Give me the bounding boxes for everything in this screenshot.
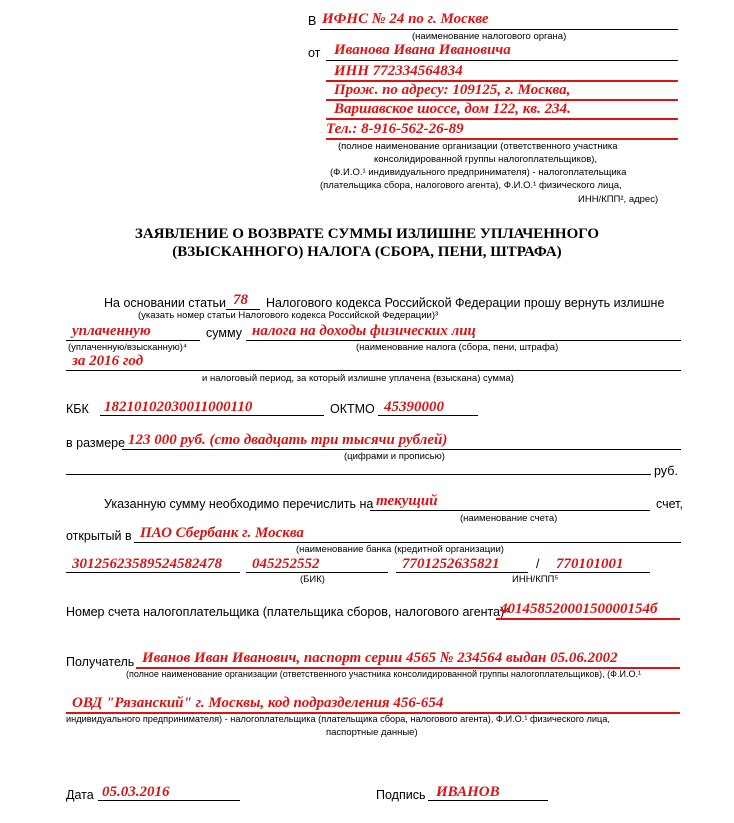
taxpayer-account-line: [496, 618, 680, 620]
sign-label: Подпись: [376, 788, 426, 802]
address-line2-value[interactable]: Варшавское шоссе, дом 122, кв. 234.: [334, 101, 571, 117]
period-line: [66, 370, 681, 371]
tax-name-caption: (наименование налога (сбора, пени, штрафа): [356, 342, 559, 353]
recipient-caption-1: (полное наименование организации (ответственного участника консолидированной группы налогоплательщиков), (Ф.И.О.¹: [126, 669, 641, 679]
kbk-value[interactable]: 18210102030011000110: [104, 399, 253, 415]
oktmo-label: ОКТМО: [330, 402, 375, 416]
tax-name-line: [246, 340, 681, 341]
bik-caption: (БИК): [300, 574, 325, 585]
to-prefix: В: [308, 14, 317, 28]
account-caption: (наименование счета): [460, 513, 558, 524]
date-label: Дата: [66, 788, 94, 802]
bik-value[interactable]: 045252552: [252, 556, 320, 572]
opened-in-label: открытый в: [66, 529, 132, 543]
inn-bank-value[interactable]: 7701252635821: [402, 556, 500, 572]
document-title-line1: ЗАЯВЛЕНИЕ О ВОЗВРАТЕ СУММЫ ИЗЛИШНЕ УПЛАЧЕННОГО: [134, 226, 600, 242]
phone-line: [326, 138, 678, 140]
sum-word: сумму: [206, 326, 242, 340]
document-title-line2: (ВЗЫСКАННОГО) НАЛОГА (СБОРА, ПЕНИ, ШТРАФА): [172, 244, 562, 260]
header-caption-2: консолидированной группы налогоплательщиков),: [374, 154, 598, 165]
amount-value[interactable]: 123 000 руб. (сто двадцать три тысячи рублей): [128, 432, 448, 448]
paid-type-value[interactable]: уплаченную: [72, 323, 151, 339]
taxpayer-account-value[interactable]: 40145852000150000154б: [500, 601, 658, 617]
tax-name-value[interactable]: налога на доходы физических лиц: [252, 323, 476, 339]
account-type-line: [370, 510, 650, 511]
inn-value[interactable]: ИНН 772334564834: [334, 63, 463, 79]
article-caption: (указать номер статьи Налогового кодекса Российской Федерации)³: [138, 310, 439, 321]
corr-account-line: [66, 572, 240, 573]
amount-label: в размере: [66, 436, 126, 450]
recipient-caption-2: индивидуального предпринимателя) - налогоплательщика (плательщика сбора, налогового агента), Ф.И.О.¹ физического лица,: [66, 714, 610, 724]
header-caption-1: (полное наименование организации (ответственного участника: [338, 141, 618, 152]
inn-bank-line: [396, 572, 528, 573]
recipient-caption-3: паспортные данные): [326, 727, 418, 738]
amount-caption: (цифрами и прописью): [344, 451, 445, 462]
address-line2-underline: [326, 118, 678, 120]
applicant-name-line: [326, 60, 678, 61]
date-line: [98, 800, 240, 801]
tax-office-value[interactable]: ИФНС № 24 по г. Москве: [322, 11, 489, 27]
tax-office-caption: (наименование налогового органа): [412, 31, 567, 42]
account-type-value[interactable]: текущий: [376, 493, 438, 509]
rub-label: руб.: [654, 464, 678, 478]
period-caption: и налоговый период, за который излишне уплачена (взыскана) сумма): [202, 373, 514, 384]
tax-office-line: [320, 29, 678, 30]
bank-caption: (наименование банка (кредитной организации): [296, 544, 504, 555]
paid-type-caption: (уплаченную/взысканную)⁴: [68, 342, 188, 353]
kpp-line: [550, 572, 650, 573]
issuer-value[interactable]: ОВД "Рязанский" г. Москвы, код подразделения 456-654: [72, 695, 444, 711]
amount-words-line: [66, 474, 651, 475]
address-line1-value[interactable]: Прож. по адресу: 109125, г. Москва,: [334, 82, 571, 98]
applicant-name-value[interactable]: Иванова Ивана Ивановича: [334, 42, 511, 58]
paid-type-line: [66, 340, 200, 341]
signature-line: [428, 800, 548, 801]
date-value[interactable]: 05.03.2016: [102, 784, 170, 800]
amount-line: [122, 449, 681, 450]
kpp-value[interactable]: 770101001: [556, 556, 624, 572]
bank-line: [134, 542, 681, 543]
kbk-label: КБК: [66, 402, 89, 416]
basis-suffix: Налогового кодекса Российской Федерации прошу вернуть излишне: [266, 296, 665, 310]
from-prefix: от: [308, 46, 321, 60]
header-caption-3: (Ф.И.О.¹ индивидуального предпринимателя) - налогоплательщика: [330, 167, 627, 178]
oktmo-line: [378, 415, 478, 416]
header-caption-5: ИНН/КПП², адрес): [578, 194, 659, 205]
inn-kpp-caption: ИНН/КПП⁵: [512, 574, 559, 585]
kbk-line: [100, 415, 324, 416]
phone-value[interactable]: Тел.: 8-916-562-26-89: [326, 121, 464, 137]
bik-line: [246, 572, 388, 573]
signature-value[interactable]: ИВАНОВ: [436, 784, 500, 800]
oktmo-value[interactable]: 45390000: [384, 399, 444, 415]
account-word: счет,: [656, 497, 683, 511]
recipient-value[interactable]: Иванов Иван Иванович, паспорт серии 4565 № 234564 выдан 05.06.2002: [142, 650, 618, 666]
period-value[interactable]: за 2016 год: [72, 353, 144, 369]
recipient-label: Получатель: [66, 655, 135, 669]
inn-kpp-slash: /: [536, 557, 540, 571]
bank-value[interactable]: ПАО Сбербанк г. Москва: [140, 525, 304, 541]
transfer-text: Указанную сумму необходимо перечислить на: [104, 497, 374, 511]
basis-prefix: На основании статьи: [104, 296, 227, 310]
corr-account-value[interactable]: 30125623589524582478: [72, 556, 222, 572]
article-value[interactable]: 78: [233, 292, 248, 308]
header-caption-4: (плательщика сбора, налогового агента), Ф.И.О.¹ физического лица,: [320, 180, 622, 191]
taxpayer-account-label: Номер счета налогоплательщика (плательщика сборов, налогового агента)⁴: [66, 605, 510, 619]
